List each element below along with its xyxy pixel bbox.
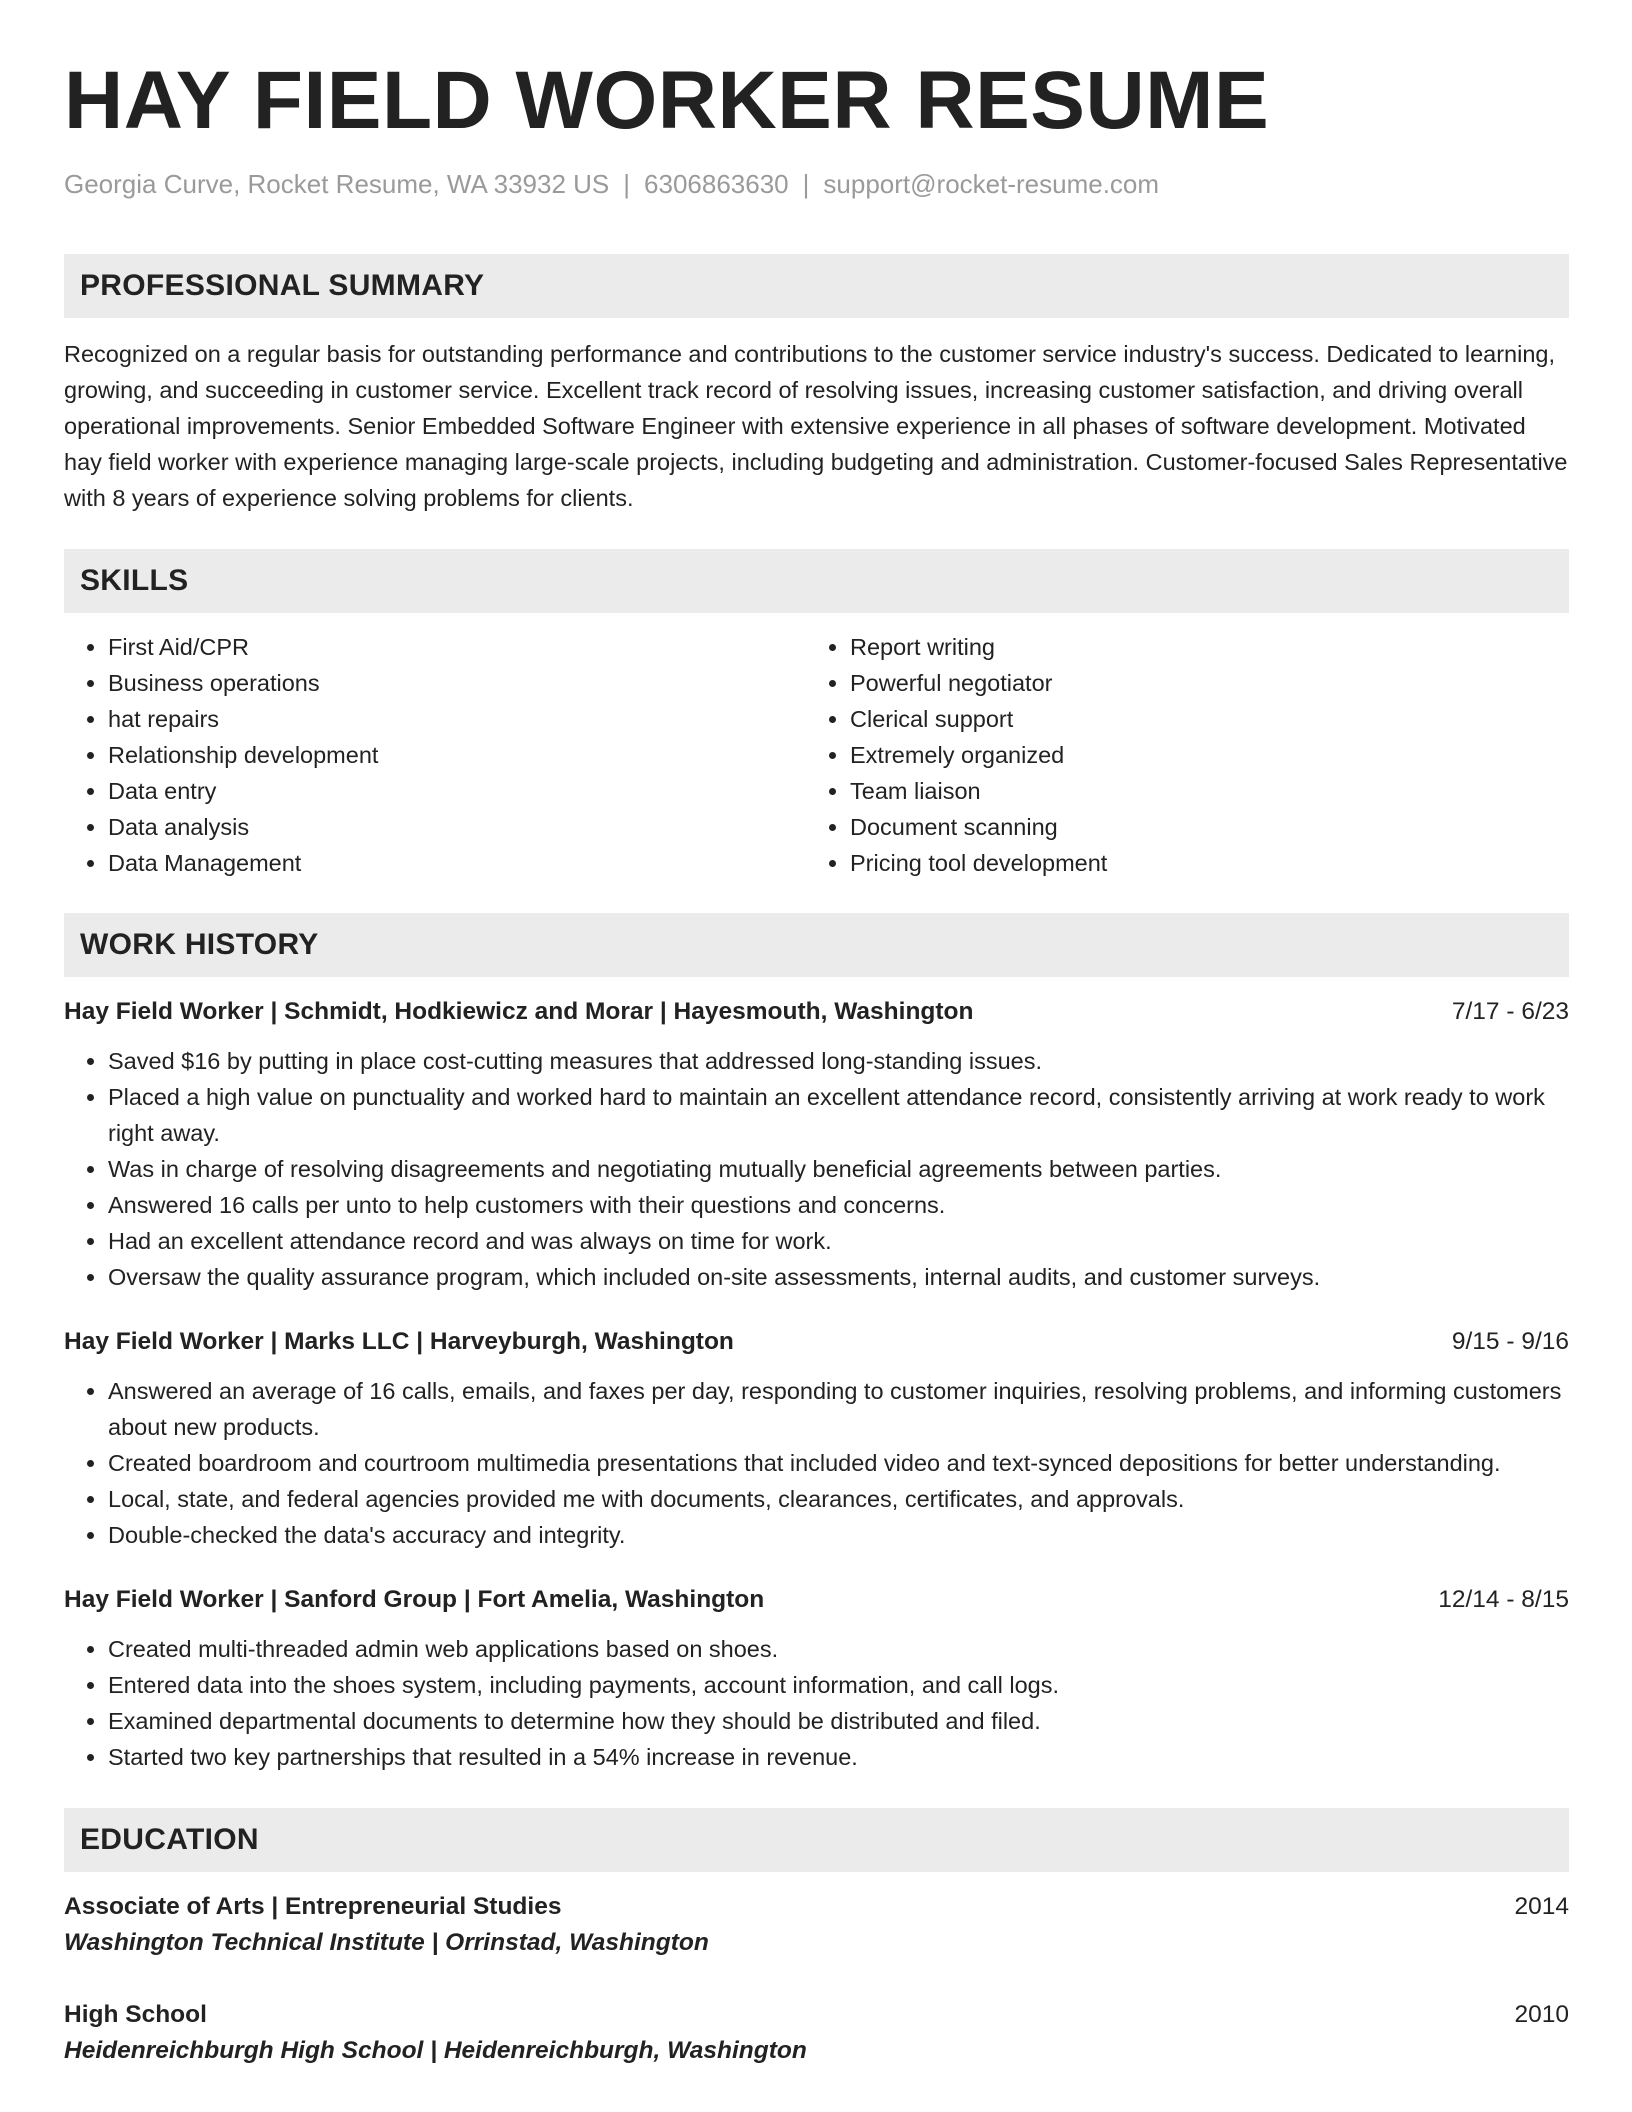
job-bullets — [64, 1631, 1569, 1775]
job-bullet: • Examined departmental documents to determine how they should be distributed and filed. — [108, 1703, 1569, 1739]
contact-phone: 6306863630 — [644, 169, 789, 200]
job-bullet: • Saved $16 by putting in place cost-cutting measures that addressed long-standing issues. — [108, 1043, 1569, 1079]
job-dates: 7/17 - 6/23 — [1451, 997, 1569, 1025]
education-year: 2014 — [1514, 1892, 1569, 1920]
summary-heading: PROFESSIONAL SUMMARY — [64, 254, 1569, 318]
skills-heading: SKILLS — [64, 549, 1569, 613]
education-degree: Associate of Arts | Entrepreneurial Studies — [64, 1892, 562, 1920]
skills-column-right — [806, 629, 1548, 881]
skill-item: • Business operations — [108, 665, 806, 701]
job-title-row — [64, 995, 1569, 1029]
contact-line — [64, 168, 1569, 202]
skill-item: • Pricing tool development — [850, 845, 1548, 881]
job-bullet: • Was in charge of resolving disagreements and negotiating mutually beneficial agreements between parties. — [108, 1151, 1569, 1187]
skill-item: • Data entry — [108, 773, 806, 809]
job-bullet: • Answered 16 calls per unto to help customers with their questions and concerns. — [108, 1187, 1569, 1223]
job-bullet: • Had an excellent attendance record and was always on time for work. — [108, 1223, 1569, 1259]
education-school: Heidenreichburgh High School | Heidenreichburgh, Washington — [64, 2036, 807, 2064]
job-dates: 9/15 - 9/16 — [1451, 1327, 1569, 1355]
skill-item: • Report writing — [850, 629, 1548, 665]
skills-list — [64, 629, 1569, 881]
skill-item: • Data Management — [108, 845, 806, 881]
contact-separator: | — [623, 169, 631, 200]
skill-item: • hat repairs — [108, 701, 806, 737]
job-bullets — [64, 1043, 1569, 1295]
job-bullet: • Double-checked the data's accuracy and integrity. — [108, 1517, 1569, 1553]
job-bullet: • Created boardroom and courtroom multimedia presentations that included video and text-synced depositions for better understanding. — [108, 1445, 1569, 1481]
job-entry — [64, 1325, 1569, 1553]
job-dates: 12/14 - 8/15 — [1438, 1585, 1569, 1613]
summary-text: Recognized on a regular basis for outstanding performance and contributions to the customer service industry's success. Dedicated to learning, growing, and succeeding in customer service. Excellent track record of resolving issues, increasing customer satisfaction, and driving overall operational improvements. Senior Embedded Software Engineer with extensive experience in all phases of software development. Motivated hay field worker with experience managing large-scale projects, including budgeting and administration. Customer-focused Sales Representative with 8 years of experience solving problems for clients. — [64, 340, 1568, 511]
skill-item: • Powerful negotiator — [850, 665, 1548, 701]
job-title: Hay Field Worker | Schmidt, Hodkiewicz and Morar | Hayesmouth, Washington — [64, 997, 974, 1025]
contact-separator: | — [802, 169, 810, 200]
skills-column-left — [64, 629, 806, 881]
job-bullet: • Placed a high value on punctuality and worked hard to maintain an excellent attendance record, consistently arriving at work ready to work right away. — [108, 1079, 1569, 1151]
job-bullet: • Oversaw the quality assurance program, which included on-site assessments, internal audits, and customer surveys. — [108, 1259, 1569, 1295]
skill-item: • Extremely organized — [850, 737, 1548, 773]
skill-item: • Data analysis — [108, 809, 806, 845]
job-title: Hay Field Worker | Marks LLC | Harveyburgh, Washington — [64, 1327, 734, 1355]
job-bullet: • Local, state, and federal agencies provided me with documents, clearances, certificates, and approvals. — [108, 1481, 1569, 1517]
work-history-heading: WORK HISTORY — [64, 913, 1569, 977]
education-year: 2010 — [1514, 2000, 1569, 2028]
job-bullet: • Entered data into the shoes system, including payments, account information, and call logs. — [108, 1667, 1569, 1703]
resume-title: HAY FIELD WORKER RESUME — [64, 55, 1270, 146]
education-heading: EDUCATION — [64, 1808, 1569, 1872]
contact-address: Georgia Curve, Rocket Resume, WA 33932 US — [64, 169, 610, 200]
education-row — [64, 1998, 1569, 2032]
job-entry — [64, 995, 1569, 1295]
job-entry — [64, 1583, 1569, 1775]
skill-item: • Document scanning — [850, 809, 1548, 845]
job-bullet: • Created multi-threaded admin web applications based on shoes. — [108, 1631, 1569, 1667]
education-entry — [64, 1998, 1569, 2070]
job-title: Hay Field Worker | Sanford Group | Fort Amelia, Washington — [64, 1585, 765, 1613]
job-bullets — [64, 1373, 1569, 1553]
job-bullet: • Answered an average of 16 calls, emails, and faxes per day, responding to customer inquiries, resolving problems, and informing customers about new products. — [108, 1373, 1569, 1445]
education-degree: High School — [64, 2000, 207, 2028]
job-bullet: • Started two key partnerships that resulted in a 54% increase in revenue. — [108, 1739, 1569, 1775]
job-title-row — [64, 1325, 1569, 1359]
skill-item: • Clerical support — [850, 701, 1548, 737]
contact-email: support@rocket-resume.com — [823, 169, 1160, 200]
education-entry — [64, 1890, 1569, 1962]
skill-item: • First Aid/CPR — [108, 629, 806, 665]
job-title-row — [64, 1583, 1569, 1617]
education-row — [64, 1890, 1569, 1924]
skill-item: • Relationship development — [108, 737, 806, 773]
education-school: Washington Technical Institute | Orrinstad, Washington — [64, 1928, 709, 1956]
skill-item: • Team liaison — [850, 773, 1548, 809]
